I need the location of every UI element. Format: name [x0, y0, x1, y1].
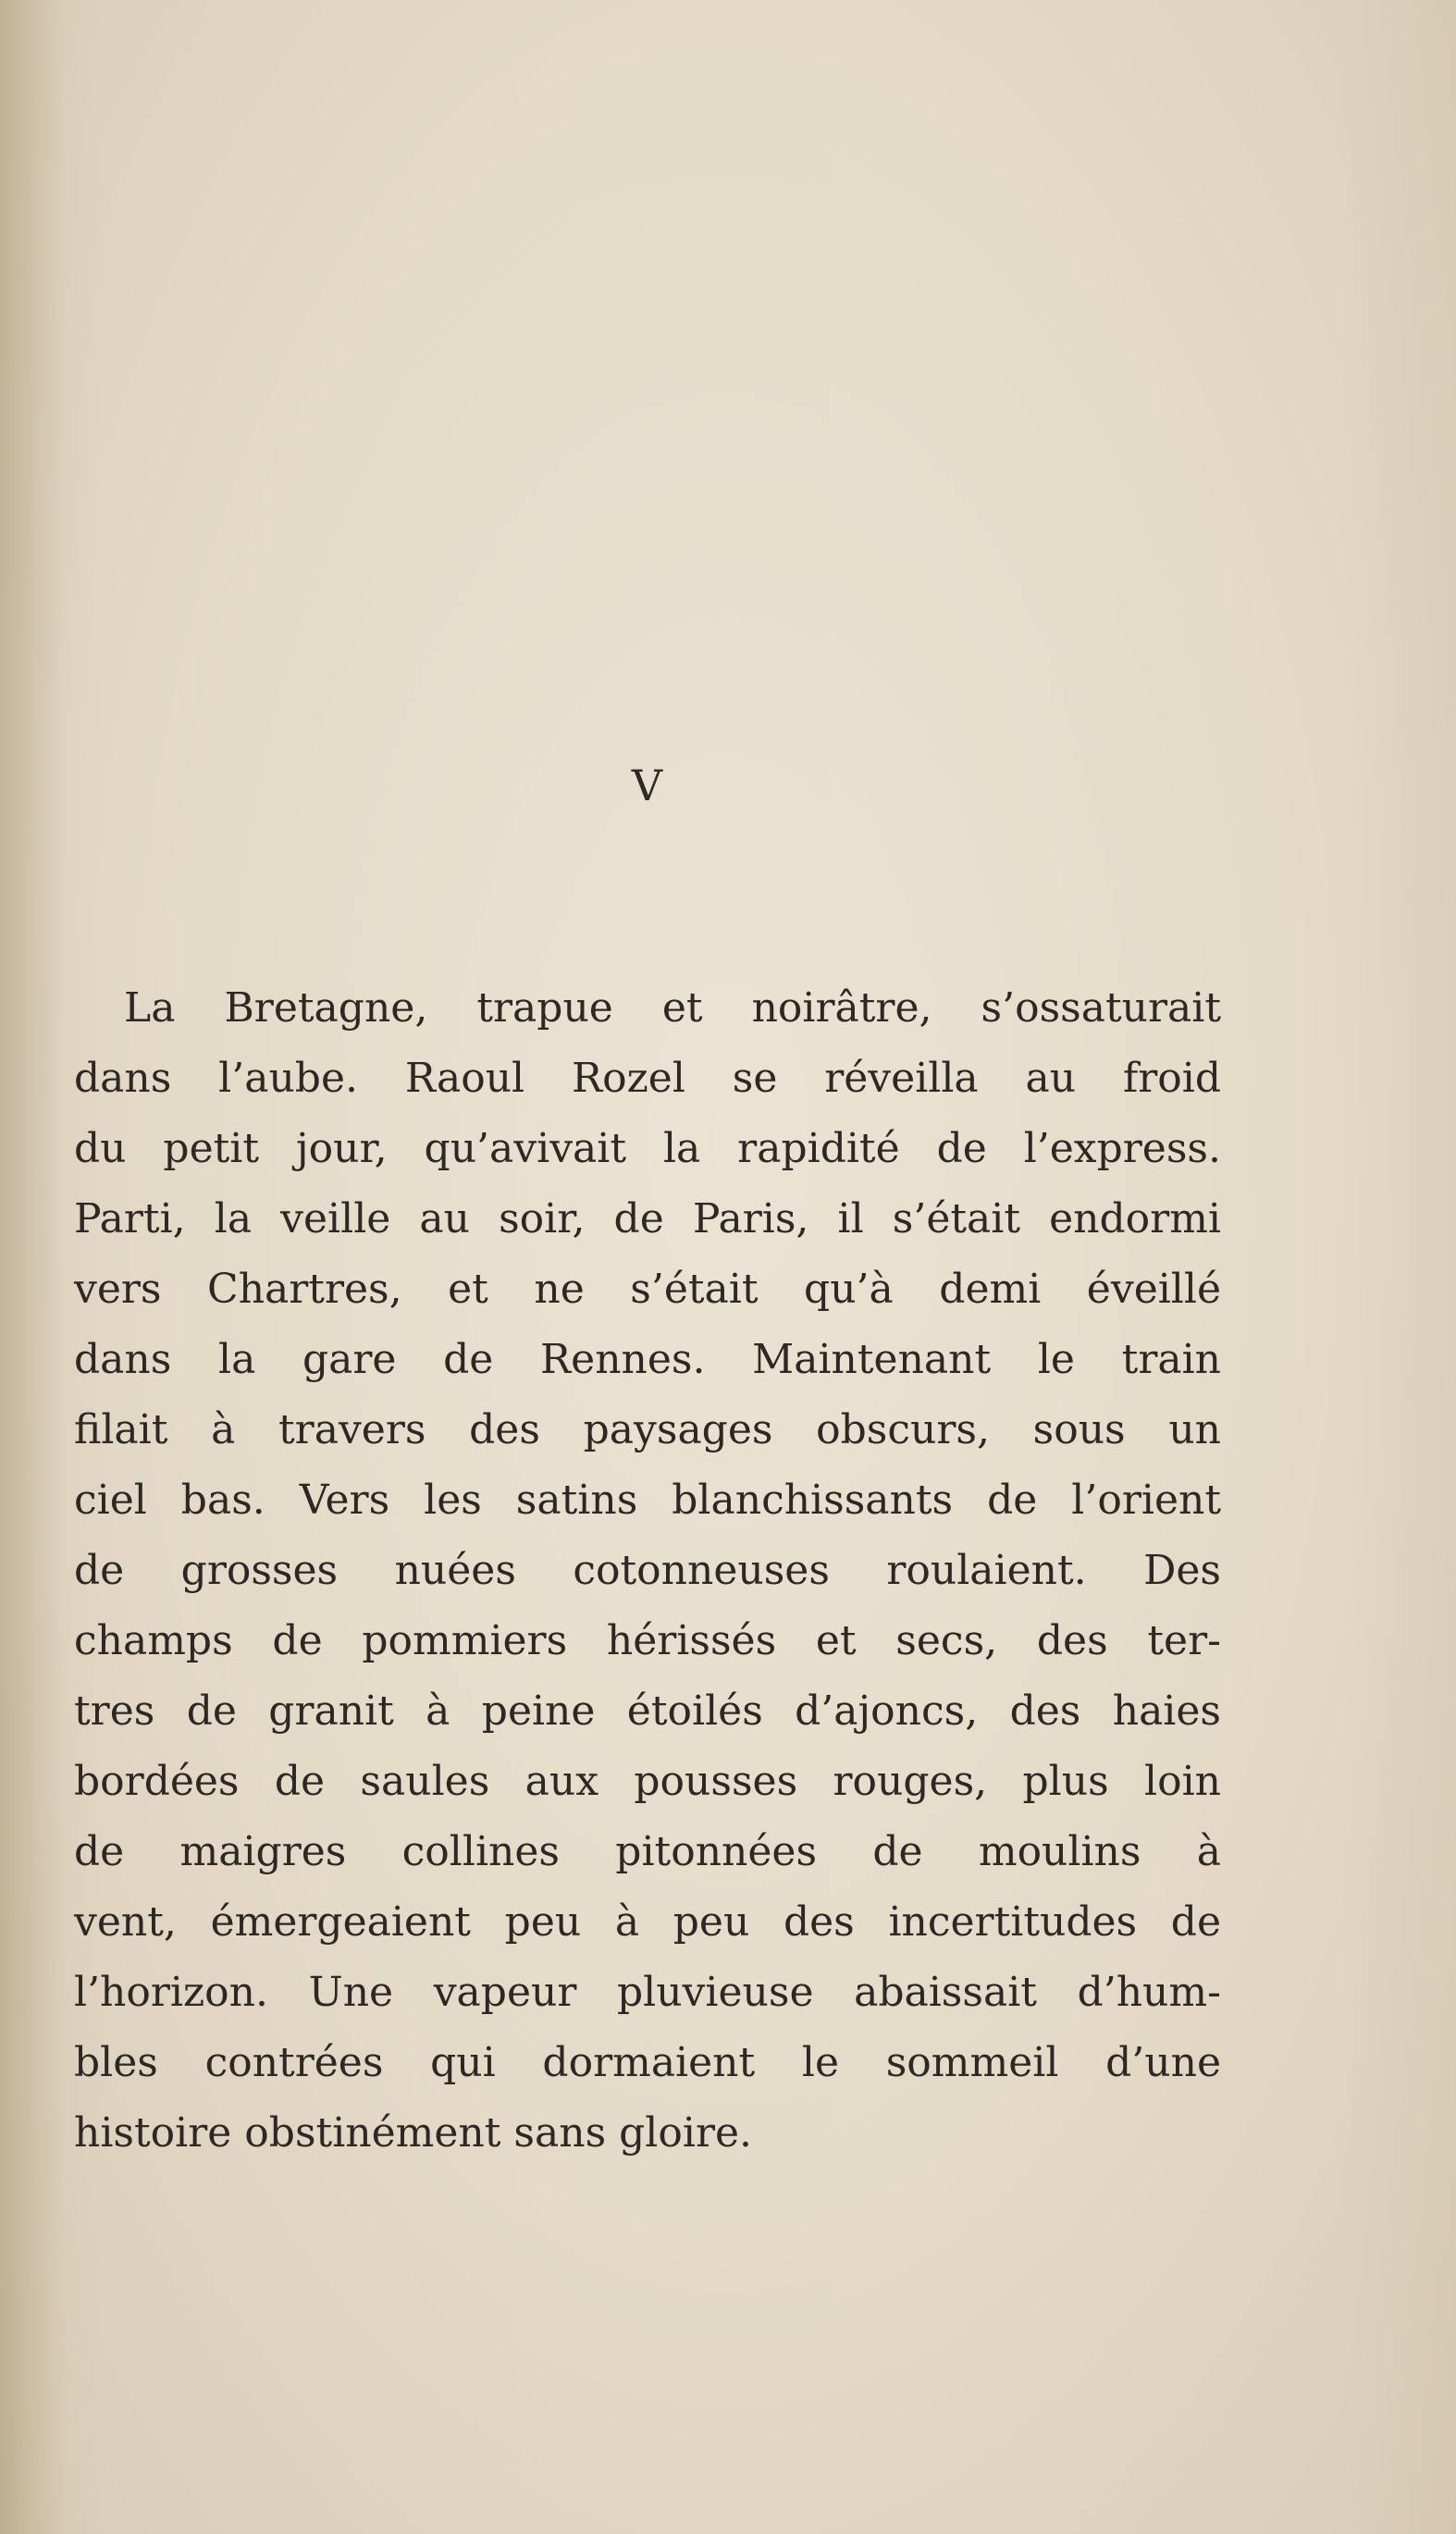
body-paragraph [74, 973, 1221, 2169]
text-line: dans l’aube. Raoul Rozel se réveilla au froid [74, 1055, 1221, 1102]
text-line: filait à travers des paysages obscurs, sous un [74, 1406, 1221, 1453]
chapter-number: V [631, 760, 664, 810]
text-line: champs de pommiers hérissés et secs, des ter- [74, 1617, 1221, 1664]
text-line: vers Chartres, et ne s’était qu’à demi éveillé [74, 1266, 1221, 1313]
text-line: histoire obstinément sans gloire. [74, 2109, 753, 2157]
text-line: vent, émergeaient peu à peu des incertitudes de [74, 1898, 1221, 1946]
text-line: bordées de saules aux pousses rouges, plus loin [74, 1758, 1221, 1805]
page-edge-shadow [0, 0, 65, 2534]
text-line: tres de granit à peine étoilés d’ajoncs, des haies [74, 1687, 1221, 1735]
text-line: dans la gare de Rennes. Maintenant le train [74, 1336, 1221, 1383]
text-line: ciel bas. Vers les satins blanchissants de l’orient [74, 1477, 1221, 1524]
text-line: de grosses nuées cotonneuses roulaient. Des [74, 1547, 1221, 1594]
text-line: l’horizon. Une vapeur pluvieuse abaissait d’hum- [74, 1969, 1221, 2016]
text-line: de maigres collines pitonnées de moulins à [74, 1828, 1221, 1875]
text-line: La Bretagne, trapue et noirâtre, s’ossaturait [124, 984, 1221, 1032]
text-line: du petit jour, qu’avivait la rapidité de l’express. [74, 1125, 1221, 1172]
text-line: bles contrées qui dormaient le sommeil d’une [74, 2039, 1221, 2086]
text-line: Parti, la veille au soir, de Paris, il s’était endormi [74, 1195, 1221, 1242]
